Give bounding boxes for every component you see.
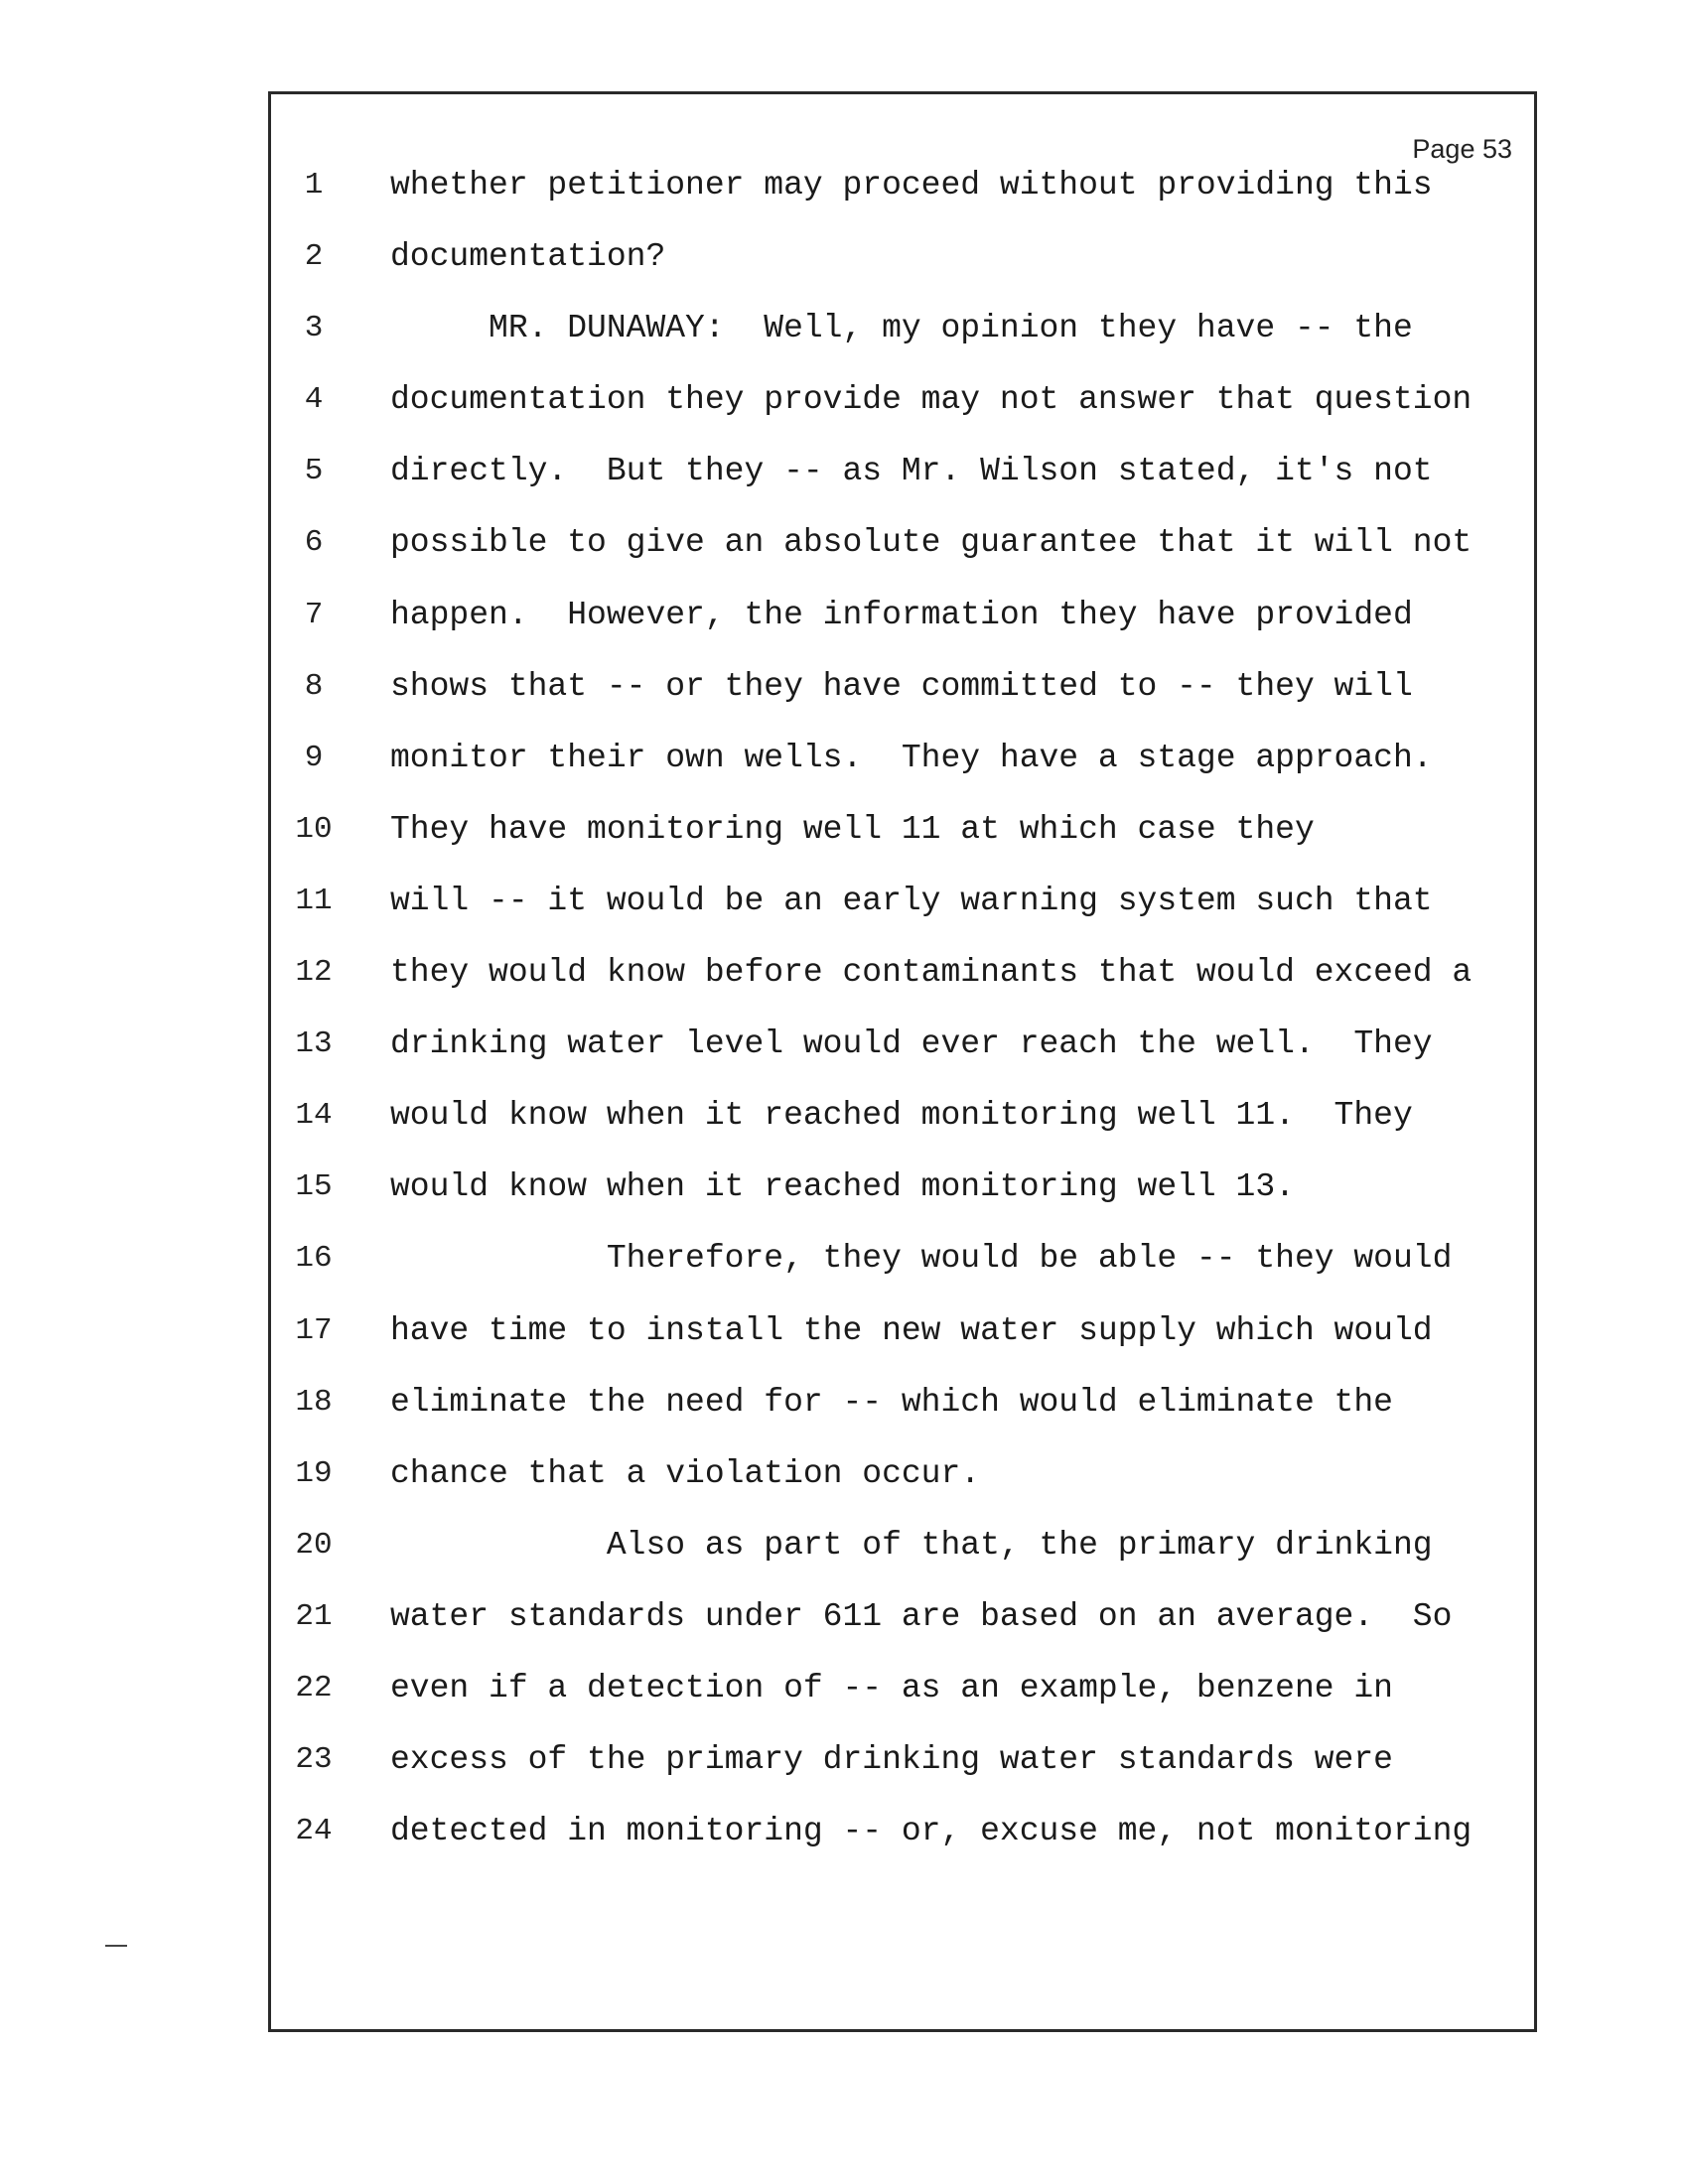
line-number: 17 — [295, 1312, 333, 1348]
line-number: 6 — [304, 525, 324, 561]
transcript-line — [271, 665, 1534, 737]
line-text: even if a detection of -- as an example, benzene in — [390, 1669, 1393, 1706]
transcript-page — [268, 91, 1537, 2032]
line-number: 16 — [295, 1241, 333, 1277]
line-text: possible to give an absolute guarantee that it will not — [390, 524, 1473, 562]
transcript-line — [271, 1023, 1534, 1094]
transcript-line — [271, 1452, 1534, 1524]
line-number: 20 — [295, 1527, 333, 1563]
line-text: MR. DUNAWAY: Well, my opinion they have -- the — [390, 310, 1413, 347]
line-number: 11 — [295, 883, 333, 918]
line-text: documentation they provide may not answer that question — [390, 381, 1473, 419]
transcript-lines — [271, 164, 1534, 1881]
line-number: 23 — [295, 1742, 333, 1778]
transcript-line — [271, 880, 1534, 951]
line-number: 2 — [304, 239, 324, 275]
transcript-line — [271, 164, 1534, 235]
line-text: they would know before contaminants that would exceed a — [390, 954, 1473, 992]
transcript-line — [271, 1165, 1534, 1237]
line-text: shows that -- or they have committed to -- they will — [390, 667, 1413, 705]
transcript-line — [271, 1237, 1534, 1308]
line-number: 22 — [295, 1670, 333, 1706]
line-number: 9 — [304, 740, 324, 775]
line-text: would know when it reached monitoring well 13. — [390, 1168, 1295, 1206]
line-text: happen. However, the information they have provided — [390, 596, 1413, 633]
line-number: 13 — [295, 1026, 333, 1062]
line-text: chance that a violation occur. — [390, 1454, 981, 1492]
line-text: water standards under 611 are based on an average. So — [390, 1597, 1453, 1635]
line-number: 18 — [295, 1384, 333, 1420]
transcript-line — [271, 1381, 1534, 1452]
line-text: eliminate the need for -- which would eliminate the — [390, 1383, 1393, 1421]
line-number: 14 — [295, 1098, 333, 1134]
transcript-line — [271, 450, 1534, 521]
line-number: 21 — [295, 1598, 333, 1634]
page-number: Page 53 — [1412, 134, 1512, 164]
line-number: 5 — [304, 454, 324, 489]
line-number: 8 — [304, 668, 324, 704]
line-text: drinking water level would ever reach the well. They — [390, 1025, 1433, 1063]
line-text: They have monitoring well 11 at which case they — [390, 810, 1315, 848]
line-number: 4 — [304, 382, 324, 418]
line-number: 10 — [295, 811, 333, 847]
line-text: Also as part of that, the primary drinking — [390, 1526, 1433, 1564]
transcript-line — [271, 808, 1534, 880]
line-number: 24 — [295, 1814, 333, 1849]
line-number: 12 — [295, 955, 333, 991]
line-text: will -- it would be an early warning system such that — [390, 882, 1433, 919]
line-number: 19 — [295, 1455, 333, 1491]
transcript-line — [271, 1094, 1534, 1165]
transcript-line — [271, 1524, 1534, 1595]
transcript-line — [271, 1738, 1534, 1810]
line-text: detected in monitoring -- or, excuse me, not monitoring — [390, 1813, 1473, 1850]
line-text: monitor their own wells. They have a stage approach. — [390, 739, 1433, 776]
line-text: Therefore, they would be able -- they would — [390, 1240, 1453, 1278]
line-number: 3 — [304, 311, 324, 346]
transcript-line — [271, 378, 1534, 450]
transcript-line — [271, 521, 1534, 593]
transcript-line — [271, 737, 1534, 808]
transcript-line — [271, 1309, 1534, 1381]
transcript-line — [271, 1810, 1534, 1881]
line-text: documentation? — [390, 238, 666, 276]
line-text: would know when it reached monitoring well 11. They — [390, 1097, 1413, 1135]
line-number: 1 — [304, 168, 324, 203]
transcript-line — [271, 1595, 1534, 1667]
line-number: 15 — [295, 1169, 333, 1205]
line-text: excess of the primary drinking water standards were — [390, 1741, 1393, 1779]
line-number: 7 — [304, 597, 324, 632]
line-text: have time to install the new water supply which would — [390, 1311, 1433, 1349]
margin-mark — [105, 1945, 127, 1947]
transcript-line — [271, 951, 1534, 1023]
transcript-line — [271, 235, 1534, 307]
transcript-line — [271, 307, 1534, 378]
transcript-line — [271, 1667, 1534, 1738]
line-text: whether petitioner may proceed without providing this — [390, 167, 1433, 204]
line-text: directly. But they -- as Mr. Wilson stated, it's not — [390, 453, 1433, 490]
transcript-line — [271, 594, 1534, 665]
